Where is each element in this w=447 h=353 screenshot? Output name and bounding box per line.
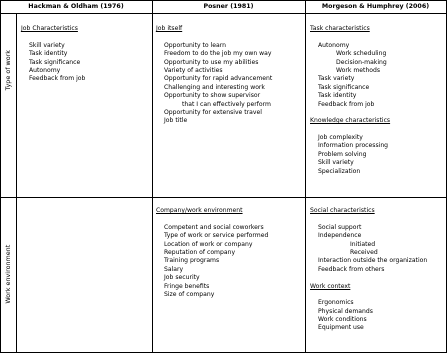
category-heading: Knowledge characteristics <box>310 117 391 125</box>
list-item: Specialization <box>318 167 361 175</box>
list-item: Initiated <box>350 240 376 248</box>
column-header-morgeson: Morgeson & Humphrey (2006) <box>321 3 430 10</box>
list-item: Opportunity to learn <box>164 41 226 49</box>
category-heading: Task characteristics <box>310 25 370 32</box>
list-item: Autonomy <box>318 41 350 49</box>
list-item: Salary <box>164 265 184 273</box>
list-item: Information processing <box>318 142 389 150</box>
spacer <box>310 33 445 41</box>
list-item: Feedback from job <box>318 100 375 108</box>
list-item: Opportunity to use my abilities <box>164 58 259 66</box>
list-item: Interaction outside the organization <box>318 257 428 265</box>
column-rule-1 <box>152 0 153 353</box>
list-item: Job title <box>164 117 188 125</box>
list-item: Freedom to do the job my own way <box>164 50 272 58</box>
table-left-rule <box>0 0 1 353</box>
cell-type-of-work-morgeson <box>310 25 445 176</box>
column-header-posner: Posner (1981) <box>203 3 254 10</box>
list-item: Task significance <box>29 58 81 66</box>
spacer <box>310 215 445 223</box>
list-item: Task identity <box>318 92 357 100</box>
row-divider <box>0 197 447 198</box>
list-item: Reputation of company <box>164 248 236 256</box>
list-item: Task significance <box>318 83 370 91</box>
list-item: Physical demands <box>318 307 373 315</box>
category-heading: Social characteristics <box>310 207 375 214</box>
row-label-work-environment: Work environment <box>3 244 12 304</box>
list-item: Work scheduling <box>336 50 387 58</box>
list-item: Independence <box>318 232 362 240</box>
header-rule <box>0 13 447 14</box>
list-item: Skill variety <box>29 41 65 49</box>
category-heading: Job itself <box>156 25 183 32</box>
spacer <box>21 33 151 41</box>
list-item: Task variety <box>318 75 355 83</box>
list-item: Autonomy <box>29 66 61 74</box>
cell-type-of-work-posner <box>156 25 304 126</box>
list-item: Competent and social coworkers <box>164 223 264 231</box>
list-item: Challenging and interesting work <box>164 83 265 91</box>
list-item: Ergonomics <box>318 299 354 307</box>
list-item: Fringe benefits <box>164 282 210 290</box>
category-heading: Work context <box>310 282 351 290</box>
list-item: Skill variety <box>318 159 354 167</box>
list-item: Variety of activities <box>164 66 223 74</box>
list-item: Decision-making <box>336 58 387 66</box>
cell-work-environment-morgeson <box>310 207 445 333</box>
spacer <box>156 215 304 223</box>
category-heading: Job Characteristics <box>21 25 78 32</box>
column-rule-2 <box>305 0 306 353</box>
list-item: Feedback from others <box>318 265 385 273</box>
spacer <box>310 291 445 299</box>
list-item: Job complexity <box>318 134 363 142</box>
row-label-type-of-work: Type of work <box>3 50 12 91</box>
spacer <box>310 274 445 282</box>
list-item: Opportunity for rapid advancement <box>164 75 273 83</box>
list-item: Received <box>350 248 378 256</box>
row-label-rule <box>16 13 17 353</box>
list-item: Problem solving <box>318 150 367 158</box>
cell-type-of-work-hackman <box>21 25 151 84</box>
table-top-rule <box>0 0 447 1</box>
list-item: that I can effectively perform <box>182 100 271 108</box>
cell-work-environment-posner <box>156 207 304 299</box>
list-item: Work methods <box>336 66 381 74</box>
list-item: Opportunity for extensive travel <box>164 108 262 116</box>
list-item: Opportunity to show supervisor <box>164 92 261 100</box>
list-item: Job security <box>164 274 200 282</box>
list-item: Feedback from job <box>29 75 86 83</box>
category-heading: Company/work environment <box>156 207 243 214</box>
list-item: Equipment use <box>318 324 364 332</box>
list-item: Location of work or company <box>164 240 253 248</box>
spacer <box>156 33 304 41</box>
list-item: Task identity <box>29 50 68 58</box>
list-item: Work conditions <box>318 316 367 324</box>
list-item: Training programs <box>164 257 220 265</box>
list-item: Size of company <box>164 290 215 298</box>
spacer <box>310 126 445 134</box>
list-item: Type of work or service performed <box>164 232 269 240</box>
column-header-hackman: Hackman & Oldham (1976) <box>28 3 124 10</box>
list-item: Social support <box>318 223 362 231</box>
spacer <box>310 109 445 117</box>
